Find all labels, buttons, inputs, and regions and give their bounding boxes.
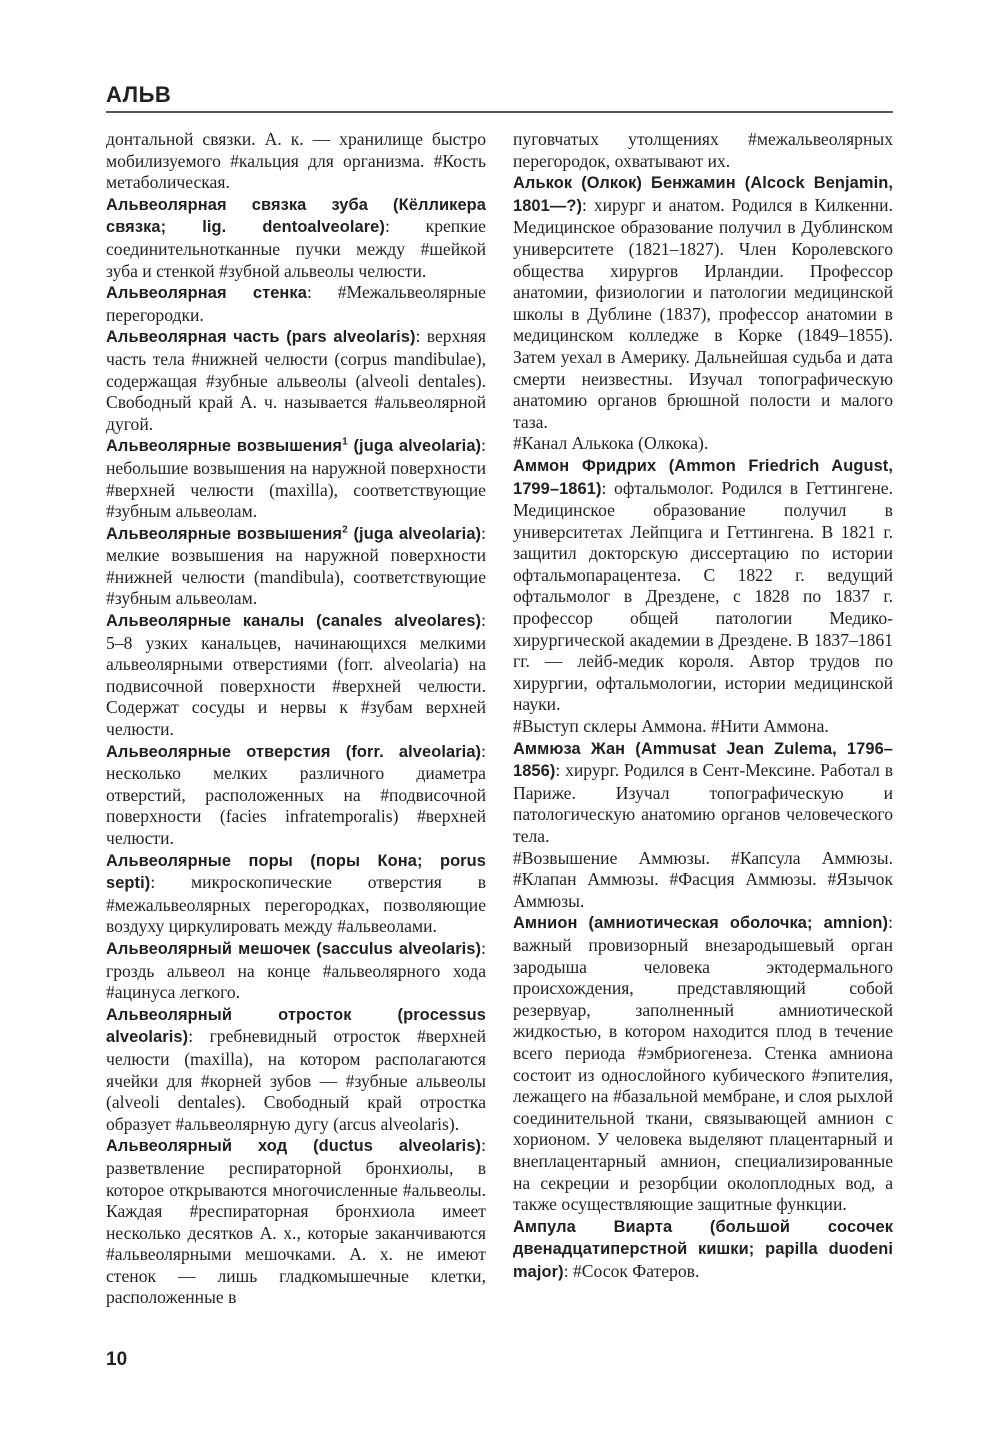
entry-definition: : гроздь альвеол на конце #альвеолярного хода #ацинуса легкого. <box>106 937 486 1003</box>
entry-term-text: Альвеолярная связка зуба (Кёлликера связка; lig. dentoalveolare) <box>106 195 486 237</box>
entry-term <box>106 284 307 302</box>
entry-continuation <box>513 129 893 172</box>
dictionary-entry <box>106 741 486 850</box>
entry-term-text: Альвеолярные возвышения <box>106 437 343 456</box>
dictionary-entry <box>106 1135 486 1309</box>
entry-term-text: Альвеолярные поры (поры Кона; porus septi) <box>106 851 486 893</box>
entry-definition: : разветвление респираторной бронхиолы, в которое открываются многочисленные #альвеолы. Каждая #респираторная бронхиола имеет несколько десятков А. х., которые заканчиваются #альвеолярными мешочками. А. х. не имеют стенок — лишь гладкомышечные клетки, расположенные в <box>106 1135 486 1308</box>
entry-term-text: Альвеолярная часть (pars alveolaris) <box>106 328 416 347</box>
entry-term-text: Амнион (амниотическая оболочка; amnion) <box>513 914 889 933</box>
dictionary-entry <box>513 455 893 716</box>
entry-term-text: Аммюза Жан (Ammusat Jean Zulema, 1796–1856) <box>513 739 893 781</box>
dictionary-entry <box>106 282 486 326</box>
entry-definition: : офтальмолог. Родился в Геттингене. Медицинское образование получил в университетах Лейпцига и Геттингена. В 1821 г. защитил докторскую диссертацию по истории офтальмопарацентеза. С 1822 г. ведущий офтальмолог в Дрездене, с 1828 по 1837 г. профессор общей патологии Медико-хирургической академии в Дрездене. В 1837–1861 гг. — лейб-медик короля. Автор трудов по хирургии, офтальмологии, истории медицинской науки. <box>513 477 893 715</box>
entry-term <box>106 437 481 455</box>
dictionary-entry <box>106 1004 486 1136</box>
dictionary-entry <box>106 435 486 522</box>
entry-definition: : несколько мелких различного диаметра отверстий, расположенных на #подвисочной поверхности (facies infratemporalis) #верхней челюсти. <box>106 740 486 848</box>
entry-superscript: 2 <box>342 524 348 536</box>
entry-term-text: Альвеолярный отросток (processus alveolaris) <box>106 1005 486 1047</box>
page-number: 10 <box>106 1349 128 1370</box>
entry-term-text: Альвеолярные возвышения <box>106 524 343 543</box>
entry-term <box>106 1137 481 1155</box>
dictionary-entry <box>106 194 486 282</box>
header-rule <box>106 111 893 113</box>
dictionary-entry <box>106 610 486 741</box>
entry-definition: : #Сосок Фатеров. <box>563 1260 700 1281</box>
entry-definition: : гребневидный отросток #верхней челюсти (maxilla), на котором располагаются ячейки для #корней зубов — #зубные альвеолы (alveoli dentales). Свободный край отростка образует #альвеолярную дугу (arcus alveolaris). <box>106 1026 486 1134</box>
entry-continuation <box>513 716 893 738</box>
entry-definition: пуговчатых утолщениях #межальвеолярных перегородок, охватывают их. <box>513 129 893 171</box>
entry-definition: : верхняя часть тела #нижней челюсти (corpus mandibulae), содержащая #зубные альвеолы (alveoli dentales). Свободный край А. ч. называется #альвеолярной дугой. <box>106 326 486 434</box>
running-header: АЛЬВ <box>106 82 172 107</box>
entry-term <box>106 940 481 958</box>
dictionary-entry <box>513 172 893 433</box>
entry-term-text: Альвеолярные отверстия (forr. alveolaria) <box>106 742 482 761</box>
right-column <box>513 129 893 1283</box>
entry-definition: #Выступ склеры Аммона. #Нити Аммона. <box>513 716 829 737</box>
entry-term-text: Альвеолярный ход (ductus alveolaris) <box>106 1137 482 1156</box>
entry-definition: #Канал Алькока (Олкока). <box>513 433 709 454</box>
entry-definition: : важный провизорный внезародышевый орган зародыша человека эктодермального происхождения, представляющий собой резервуар, заполненный амниотической жидкостью, в котором находится плод в течение всего периода #эмбриогенеза. Стенка амниона состоит из однослойного кубического #эпителия, лежащего на #базальной мембране, и слоя рыхлой соединительной ткани, связывающей амнион с хорионом. У человека выделяют плацентарный и внеплацентарный амнион, специализированные на секреции и резорбции околоплодных вод, а также осуществляющие защитные функции. <box>513 912 893 1215</box>
entry-continuation <box>513 433 893 455</box>
entry-definition: : небольшие возвышения на наружной поверхности #верхней челюсти (maxilla), соответствующие #зубным альвеолам. <box>106 435 486 522</box>
entry-term-latin: (juga alveolaria) <box>347 524 482 543</box>
entry-term-text: Альвеолярный мешочек (sacculus alveolaris) <box>106 939 482 958</box>
entry-term-text: Алькок (Олкок) Бенжамин (Alcock Benjamin, 1801—?) <box>513 174 893 215</box>
dictionary-entry <box>106 326 486 435</box>
entry-definition: : крепкие соединительнотканные пучки между #шейкой зуба и стенкой #зубной альвеолы челюсти. <box>106 216 486 281</box>
dictionary-entry <box>106 938 486 1004</box>
entry-definition: : 5–8 узких канальцев, начинающихся мелкими альвеолярными отверстиями (forr. alveolaria) на подвисочной поверхности #верхней челюсти. Содержат сосуды и нервы к #зубам верхней челюсти. <box>106 610 486 740</box>
entry-term-text: Ампула Виарта (большой сосочек двенадцатиперстной кишки; papilla duodeni major) <box>513 1217 893 1281</box>
dictionary-entry <box>106 850 486 938</box>
dictionary-entry <box>513 738 893 848</box>
entry-term-text: Альвеолярные каналы (canales alveolares) <box>106 612 482 631</box>
left-column <box>106 129 486 1309</box>
entry-definition: : микроскопические отверстия в #межальвеолярных перегородках, позволяющие воздуху циркулировать между #альвеолами. <box>106 872 486 937</box>
entry-definition: : хирург. Родился в Сент-Мексине. Работал в Париже. Изучал топографическую и патологическую анатомию органов человеческого тела. <box>513 760 893 846</box>
entry-superscript: 1 <box>342 436 348 448</box>
entry-definition: #Возвышение Аммюзы. #Капсула Аммюзы. #Клапан Аммюзы. #Фасция Аммюзы. #Язычок Аммюзы. <box>513 847 893 911</box>
entry-definition: : #Межальвеолярные перегородки. <box>106 282 486 325</box>
dictionary-entry <box>513 912 893 1215</box>
entry-term-text: Аммон Фридрих (Ammon Friedrich August, 1799–1861) <box>513 456 893 498</box>
entry-term-text: Альвеолярная стенка <box>106 284 307 303</box>
entry-term <box>106 328 416 346</box>
entry-term <box>106 743 481 761</box>
entry-definition: : мелкие возвышения на наружной поверхности #нижней челюсти (mandibula), соответствующие #зубным альвеолам. <box>106 522 486 609</box>
entry-term-latin: (juga alveolaria) <box>347 437 482 456</box>
entry-definition: донтальной связки. А. к. — хранилище быстро мобилизуемого #кальция для организма. #Кость метаболическая. <box>106 129 486 193</box>
entry-continuation <box>106 129 486 194</box>
entry-term <box>106 612 481 630</box>
dictionary-entry <box>513 1216 893 1284</box>
dictionary-entry <box>106 523 486 610</box>
entry-term <box>513 914 888 932</box>
entry-term <box>106 525 481 543</box>
entry-definition: : хирург и анатом. Родился в Килкенни. Медицинское образование получил в Дублинском университете (1821–1827). Член Королевского общества хирургов Ирландии. Профессор анатомии, физиологии и патологии медицинской школы в Дублине (1837), профессор анатомии в медицинском колледже в Корке (1849–1855). Затем уехал в Америку. Дальнейшая судьба и дата смерти неизвестны. Изучал топографическую анатомию органов брюшной полости и малого таза. <box>513 194 893 432</box>
entry-continuation <box>513 848 893 913</box>
